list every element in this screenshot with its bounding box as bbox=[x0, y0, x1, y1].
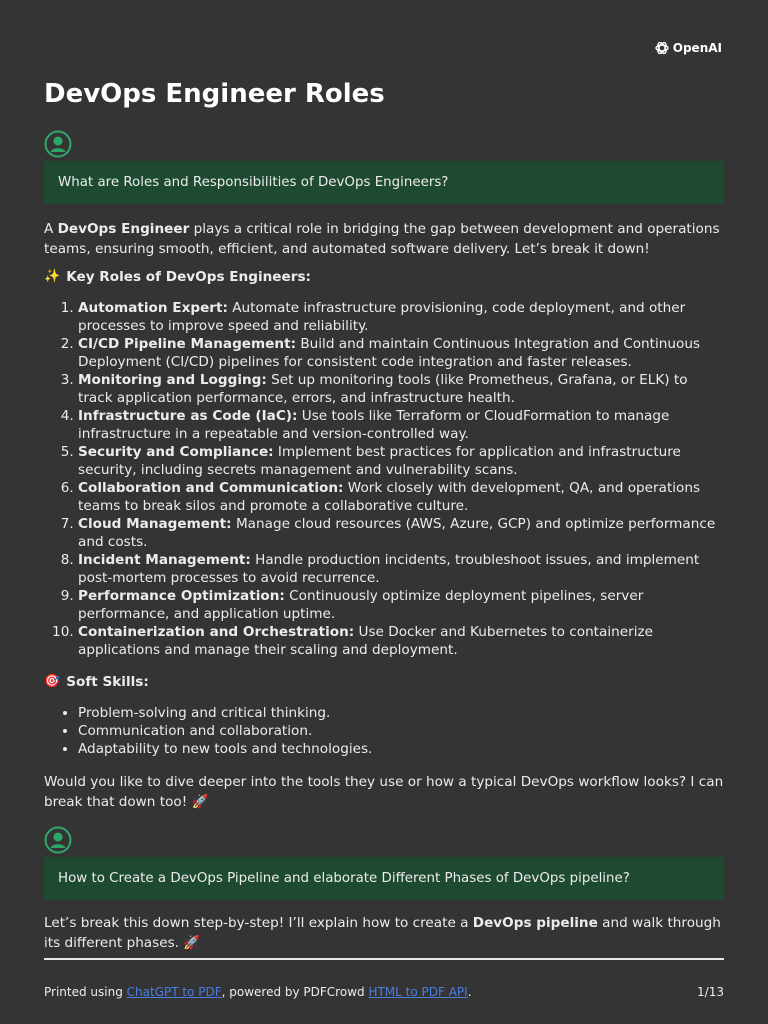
footer-text: Printed using bbox=[44, 985, 127, 999]
target-icon: 🎯 bbox=[44, 674, 61, 689]
list-item: • Problem-solving and critical thinking. bbox=[78, 704, 724, 722]
role-title: Automation Expert: bbox=[78, 300, 228, 316]
question-text: What are Roles and Responsibilities of DevOps Engineers? bbox=[58, 175, 449, 190]
page-number: 1/13 bbox=[697, 985, 724, 999]
intro-bold: DevOps Engineer bbox=[57, 221, 190, 237]
role-text: Automate infrastructure provisioning, code deployment, and other processes to improve speed and reliability. bbox=[78, 300, 686, 334]
list-item bbox=[78, 371, 724, 407]
role-title: Cloud Management: bbox=[78, 516, 232, 532]
chatgpt-to-pdf-link[interactable]: ChatGPT to PDF bbox=[126, 985, 222, 999]
role-title: Incident Management: bbox=[78, 552, 251, 568]
role-text: Handle production incidents, troubleshoot issues, and implement post-mortem processes to avoid recurrence. bbox=[78, 552, 700, 586]
role-text: Implement best practices for application and infrastructure security, including secrets management and vulnerability scans. bbox=[78, 444, 681, 478]
user-avatar bbox=[44, 826, 72, 854]
sparkles-icon: ✨ bbox=[44, 269, 61, 284]
role-text: Work closely with development, QA, and operations teams to break silos and promote a collaborative culture. bbox=[78, 480, 701, 514]
role-text: Continuously optimize deployment pipelines, server performance, and application uptime. bbox=[78, 588, 644, 622]
question-text: How to Create a DevOps Pipeline and elaborate Different Phases of DevOps pipeline? bbox=[58, 871, 630, 886]
role-title: Collaboration and Communication: bbox=[78, 480, 344, 496]
intro-post: plays a critical role in bridging the gap between development and operations teams, ensuring smooth, efficient, and automated software delivery. Let’s break it down! bbox=[44, 221, 720, 257]
role-title: Performance Optimization: bbox=[78, 588, 285, 604]
divider bbox=[44, 958, 724, 960]
footer-text: , powered by PDFCrowd bbox=[221, 985, 369, 999]
openai-logo bbox=[654, 40, 722, 56]
key-roles-label: Key Roles of DevOps Engineers: bbox=[66, 269, 311, 285]
answer-paragraph bbox=[44, 913, 724, 953]
list-item: • Adaptability to new tools and technologies. bbox=[78, 740, 724, 758]
conversation bbox=[44, 76, 724, 953]
role-title: Security and Compliance: bbox=[78, 444, 274, 460]
role-title: CI/CD Pipeline Management: bbox=[78, 336, 297, 352]
user-icon bbox=[44, 130, 72, 158]
footer-text: . bbox=[467, 985, 472, 999]
soft-skills-list bbox=[44, 704, 724, 758]
footer-credit bbox=[44, 985, 472, 999]
brand-label: OpenAI bbox=[672, 41, 722, 55]
page-title: DevOps Engineer Roles bbox=[44, 79, 385, 109]
roles-list bbox=[44, 299, 724, 659]
list-item bbox=[78, 299, 724, 335]
list-item bbox=[78, 587, 724, 623]
role-text: Set up monitoring tools (like Prometheus, Grafana, or ELK) to track application performance, errors, and infrastructure health. bbox=[78, 372, 688, 406]
role-title: Infrastructure as Code (IaC): bbox=[78, 408, 298, 424]
user-question bbox=[44, 161, 724, 204]
user-avatar bbox=[44, 130, 72, 158]
openai-icon bbox=[654, 40, 670, 56]
answer-pre: Let’s break this down step-by-step! I’ll explain how to create a bbox=[44, 915, 473, 931]
footer bbox=[44, 985, 724, 999]
html-to-pdf-link[interactable]: HTML to PDF API bbox=[368, 985, 468, 999]
role-title: Monitoring and Logging: bbox=[78, 372, 267, 388]
list-item bbox=[78, 443, 724, 479]
followup-paragraph: Would you like to dive deeper into the tools they use or how a typical DevOps workflow looks? I can break that down too! 🚀 bbox=[44, 774, 724, 810]
role-text: Build and maintain Continuous Integration and Continuous Deployment (CI/CD) pipelines for consistent code integration and faster releases. bbox=[78, 336, 701, 370]
intro-paragraph bbox=[44, 219, 724, 259]
list-item bbox=[78, 407, 724, 443]
role-title: Containerization and Orchestration: bbox=[78, 624, 355, 640]
list-item: • Communication and collaboration. bbox=[78, 722, 724, 740]
intro-pre: A bbox=[44, 221, 58, 237]
soft-skills-label: Soft Skills: bbox=[66, 674, 149, 690]
soft-skills-heading bbox=[44, 672, 724, 692]
answer-post: and walk through its different phases. 🚀 bbox=[44, 915, 721, 951]
user-question bbox=[44, 857, 724, 900]
list-item bbox=[78, 335, 724, 371]
list-item bbox=[78, 479, 724, 515]
list-item bbox=[78, 551, 724, 587]
role-text: Use tools like Terraform or CloudFormation to manage infrastructure in a repeatable and version-controlled way. bbox=[78, 408, 670, 442]
list-item bbox=[78, 515, 724, 551]
role-text: Manage cloud resources (AWS, Azure, GCP) and optimize performance and costs. bbox=[78, 516, 716, 550]
key-roles-heading bbox=[44, 267, 724, 287]
answer-bold: DevOps pipeline bbox=[472, 915, 598, 931]
list-item bbox=[78, 623, 724, 659]
role-text: Use Docker and Kubernetes to containerize applications and manage their scaling and deployment. bbox=[78, 624, 653, 658]
user-icon bbox=[44, 826, 72, 854]
